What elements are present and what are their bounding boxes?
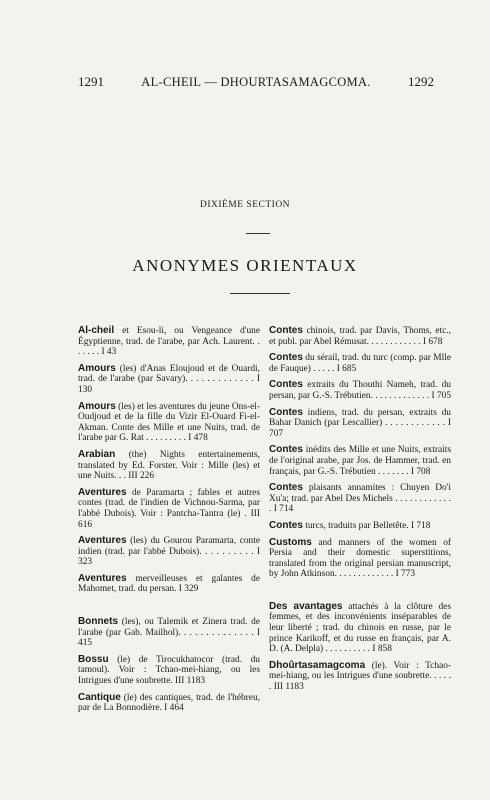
entry-text: turcs, traduits par Belletête. I 718 <box>302 520 431 531</box>
index-entry <box>78 450 260 482</box>
entry-text: plaisants annamites : Chuyen Do'i Xu'a; trad. par Abel Des Michels . . . . . . . . . . . . . I 714 <box>269 483 451 515</box>
entry-head: Aventures <box>78 572 127 584</box>
index-entry <box>269 538 451 580</box>
index-entry <box>269 521 451 532</box>
entry-text: and manners of the women of Persia and their domestic superstitions, translated from the original persian manuscript, by John Atkinson. . . . . . . . . . . . . I 773 <box>269 537 451 580</box>
entry-text: (le) des cantiques, trad. de l'hébreu, par de La Bonnodière. I 464 <box>78 692 260 714</box>
index-entry <box>78 693 260 714</box>
entry-head: Contes <box>269 482 303 494</box>
index-entry <box>269 602 451 655</box>
entry-text: extraits du Thouthi Nameh, trad. du persan, par G.-S. Trébutien. . . . . . . . . . . . . I 705 <box>269 380 452 401</box>
index-entry <box>78 617 260 649</box>
index-entry <box>78 402 260 444</box>
entry-text: (les) du Gourou Paramarta, conte indien (trad. par l'abbé Dubois). . . . . . . . . . I 323 <box>78 536 260 568</box>
index-entry <box>78 364 260 396</box>
entry-text: (les) d'Anas Eloujoud et de Ouardi, trad. de l'arabe (par Savary). . . . . . . . . . . . . I 130 <box>78 363 260 395</box>
entry-head: Aventures <box>78 535 127 547</box>
entry-head: Bonnets <box>78 616 118 628</box>
page-number-right: 1292 <box>407 74 434 89</box>
index-entry <box>269 445 451 477</box>
index-entry <box>78 326 260 358</box>
entry-head: Contes <box>269 406 303 418</box>
entry-text: du sérail, trad. du turc (comp. par Mlle de Fauque) . . . . . I 685 <box>269 353 451 374</box>
main-title: ANONYMES ORIENTAUX <box>132 256 358 275</box>
right-column <box>269 326 451 699</box>
entry-text: et Esou-li, ou Vengeance d'une Égyptienne, trad. de l'arabe, par Ach. Laurent. . . . . . . I 43 <box>78 326 260 358</box>
entry-text: merveilleuses et galantes de Mahomet, trad. du persan. I 329 <box>78 573 260 595</box>
entry-text: (les) et les aventures du jeune Ons-el-Oudjoud et de la fille du Vizir El-Ouard Fi-el-Akman. Conte des Mille et une Nuits, trad. de l'arabe par G. Rat . . . . . . . . . I 478 <box>78 401 260 444</box>
entry-head: Contes <box>269 352 303 364</box>
running-header <box>78 74 434 90</box>
entry-head: Aventures <box>78 486 127 498</box>
left-column <box>78 326 260 720</box>
entry-text: attachés à la clôture des femmes, et des inconvénients inséparables de leur liberté ; trad. du chinois en russe, par le prince Karikoff, et du russe en français, par A. D. (A. Delpla) . . . . . . . . . . I 858 <box>269 601 451 655</box>
divider-short <box>246 233 270 234</box>
entry-text: (le) de Tirocukhatocor (trad. du tamoul). Voir : Tchao-mei-hiang, ou les Intrigues d'une soubrette. III 1183 <box>78 654 260 687</box>
entry-head: Amours <box>78 400 116 412</box>
section-label: DIXIÈME SECTION <box>199 200 291 210</box>
entry-head: Cantique <box>78 691 121 703</box>
entry-head: Bossu <box>78 653 109 665</box>
index-entry <box>269 408 451 440</box>
entry-head: Des avantages <box>269 600 343 612</box>
index-entry <box>269 661 451 693</box>
running-title: AL-CHEIL — DHOURTASAMAGCOMA. <box>141 75 371 89</box>
entry-head: Amours <box>78 362 116 374</box>
index-entry <box>78 536 260 568</box>
entry-head: Arabian <box>78 448 116 460</box>
divider-long <box>230 293 290 294</box>
index-entry <box>269 353 451 374</box>
entry-text: de Paramarta ; fables et autres contes (trad. de l'indien de Vichnou-Sarma, par l'abbé Dubois). Voir : Pantcha-Tantra (le) . III 616 <box>78 487 260 530</box>
index-entry <box>78 488 260 530</box>
entry-head: Dhoûrtasamagcoma <box>269 659 366 671</box>
entry-head: Contes <box>269 325 303 336</box>
entry-head: Al-cheil <box>78 325 115 336</box>
entry-text: inédits des Mille et une Nuits, extraits de l'original arabe, par Jos. de Hammer, trad. en français, par G.-S. Trébutien . . . . . . . I 708 <box>269 445 451 477</box>
entry-head: Contes <box>269 519 303 531</box>
entry-text: (les), ou Talemik et Zinera trad. de l'arabe (par Gab. Mailhol). . . . . . . . . . . . . . I 415 <box>78 617 260 649</box>
index-entry <box>78 655 260 687</box>
entry-head: Contes <box>269 379 303 391</box>
index-entry <box>78 574 260 595</box>
index-entry <box>269 380 451 401</box>
page-number-left: 1291 <box>78 74 104 89</box>
index-entry <box>269 326 451 347</box>
entry-text: (the) Nights entertainements, translated by Ed. Forster. Voir : Mille (les) et une Nuits. . . III 226 <box>78 449 260 482</box>
index-entry <box>269 483 451 515</box>
entry-text: (le). Voir : Tchao-mei-hiang, ou les Intrigues d'une soubrette. . . . . . III 1183 <box>269 660 451 693</box>
entry-head: Customs <box>269 536 312 548</box>
entry-text: chinois, trad. par Davis, Thoms, etc., et publ. par Abel Rémusat. . . . . . . . . . . . I 678 <box>269 326 451 347</box>
entry-text: indiens, trad. du persan, extraits du Bahar Danich (par Lescallier) . . . . . . . . . . . . I 707 <box>269 407 451 439</box>
entry-head: Contes <box>269 444 303 456</box>
